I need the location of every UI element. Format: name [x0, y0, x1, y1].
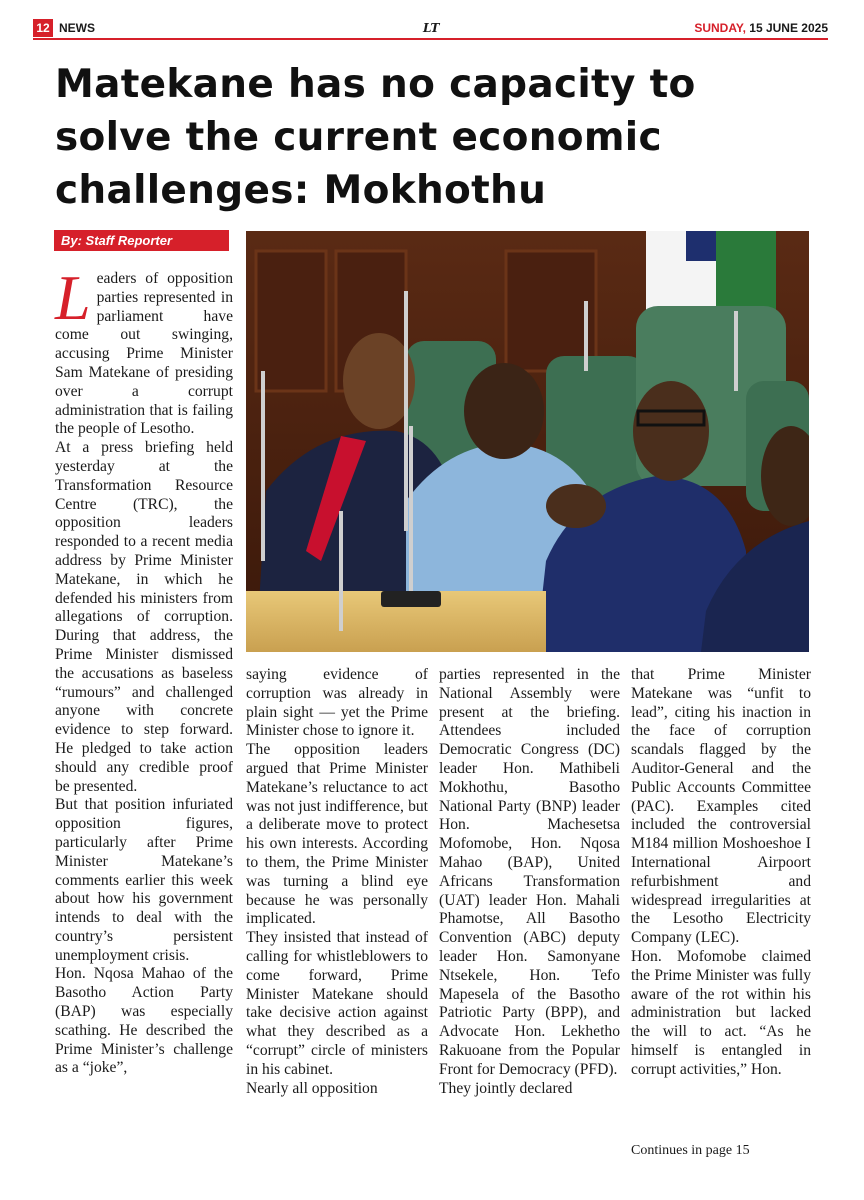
paragraph: They insisted that instead of calling for whistleblowers to come forward, Prime Minister Matekane should take decisive action against what they described as a “corrupt” circle of ministers in his cabinet. — [246, 929, 428, 1078]
paragraph: Hon. Mofomobe claimed the Prime Minister was fully aware of the rot within his administration but lacked the will to act. “As he himself is entangled in corrupt activities,” Hon. — [631, 947, 811, 1078]
issue-date-day: SUNDAY, — [694, 21, 746, 35]
paragraph: At a press briefing held yesterday at the Transformation Resource Centre (TRC), the opposition leaders responded to a recent media address by Prime Minister Matekane, in which he defended his ministers from allegations of corruption. During that address, the Prime Minister dismissed the accusations as baseless “rumours” and challenged anyone with concrete evidence to step forward. He pledged to take action should any credible proof be presented. — [55, 439, 233, 795]
paragraph: saying evidence of corruption was already in plain sight — yet the Prime Minister chose to ignore it. — [246, 666, 428, 740]
page-header — [33, 17, 828, 39]
byline: By: Staff Reporter — [54, 230, 229, 251]
paragraph: But that position infuriated opposition figures, particularly after Prime Minister Matekane’s comments earlier this week about how his government intends to deal with the country’s persistent unemployment crisis. — [55, 796, 233, 964]
masthead-logo: LT — [423, 21, 440, 35]
issue-date — [694, 19, 828, 37]
paragraph: The opposition leaders argued that Prime Minister Matekane’s reluctance to act was not just indifference, but a deliberate move to protect his own interests. According to them, the Prime Minister was turning a blind eye because he was personally implicated. — [246, 741, 428, 928]
paragraph — [55, 262, 233, 439]
headline: Matekane has no capacity to solve the current economic challenges: Mokhothu — [55, 62, 696, 213]
article-column-2 — [246, 666, 428, 1098]
paragraph-text: eaders of opposition parties represented in parliament have come out swinging, accusing Prime Minister Sam Matekane of presiding over a corrupt administration that is failing the people of Lesotho. — [55, 270, 233, 438]
article-column-3 — [439, 666, 620, 1098]
drop-cap: L — [55, 262, 91, 333]
paragraph: Nearly all opposition — [246, 1079, 378, 1097]
header-rule — [33, 38, 828, 40]
paragraph: parties represented in the National Assembly were present at the briefing. Attendees included Democratic Congress (DC) leader Hon. Mathibeli Mokhothu, Basotho National Party (BNP) leader Hon. Machesetsa Mofomobe, Hon. Nqosa Mahao (BAP), United Africans Transformation (UAT) leader Hon. Mahali Phamotse, All Basotho Convention (ABC) deputy leader Hon. Samonyane Ntsekele, Hon. Tefo Mapesela of the Basotho Patriotic Party (BPP), and Advocate Hon. Lekhetho Rakuoane from the Popular Front for Democracy (PFD). — [439, 666, 620, 1078]
continuation-note: Continues in page 15 — [631, 1143, 750, 1158]
paragraph: Hon. Nqosa Mahao of the Basotho Action Party (BAP) was especially scathing. He described the Prime Minister’s challenge as a “joke”, — [55, 965, 233, 1077]
page-number: 12 — [33, 19, 53, 37]
paragraph: that Prime Minister Matekane was “unfit to lead”, citing his inaction in the face of corruption scandals flagged by the Auditor-General and the Public Accounts Committee (PAC). Examples cited included the controversial M184 million Moshoeshoe I International Airpoort refurbishment and widespread irregularities at the Lesotho Electricity Company (LEC). — [631, 666, 811, 947]
article-column-1 — [55, 262, 233, 1078]
article-column-4 — [631, 666, 811, 1080]
article-photo — [246, 231, 809, 652]
photo-illustration — [246, 231, 809, 652]
section-label: NEWS — [59, 21, 95, 35]
paragraph: They jointly declared — [439, 1079, 573, 1097]
issue-date-rest: 15 JUNE 2025 — [749, 21, 828, 35]
